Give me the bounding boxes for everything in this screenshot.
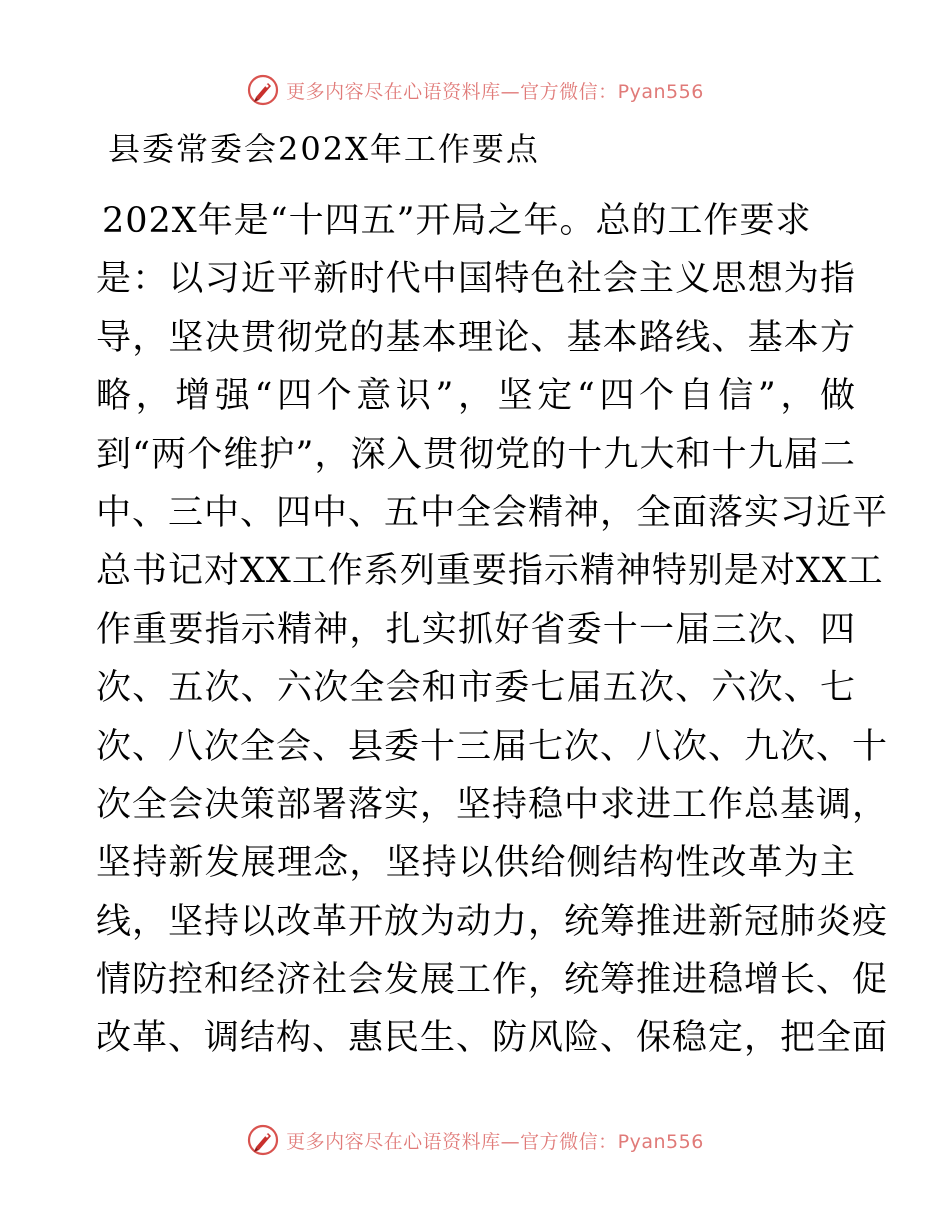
- document-body: [96, 192, 889, 1068]
- watermark-footer: [0, 1120, 950, 1160]
- body-line: 202X年是“十四五”开局之年。总的工作要求: [102, 201, 812, 241]
- body-line: 略，增强“四个意识”，坚定“四个自信”，做: [96, 376, 856, 417]
- body-line: 情防控和经济社会发展工作，统筹推进稳增长、促: [96, 960, 889, 1001]
- body-line: 到“两个维护”，深入贯彻党的十九大和十九届二: [96, 434, 856, 475]
- body-line: 改革、调结构、惠民生、防风险、保稳定，把全面: [96, 1018, 889, 1059]
- watermark-text: 更多内容尽在心语资料库—官方微信：Pyan556: [286, 80, 704, 103]
- body-line: 是：以习近平新时代中国特色社会主义思想为指: [96, 259, 856, 300]
- document-title: 县委常委会202X年工作要点: [108, 130, 540, 168]
- body-line: 次全会决策部署落实，坚持稳中求进工作总基调，: [96, 784, 889, 825]
- body-line: 线，坚持以改革开放为动力，统筹推进新冠肺炎疫: [96, 901, 889, 942]
- body-line: 次、五次、六次全会和市委七届五次、六次、七: [96, 668, 856, 709]
- body-line: 作重要指示精神，扎实抓好省委十一届三次、四: [96, 609, 856, 650]
- body-line: 坚持新发展理念，坚持以供给侧结构性改革为主: [96, 843, 856, 884]
- body-line: 导，坚决贯彻党的基本理论、基本路线、基本方: [96, 317, 856, 358]
- watermark-header: [0, 70, 950, 110]
- body-line: 总书记对XX工作系列重要指示精神特别是对XX工: [96, 551, 884, 592]
- body-line: 次、八次全会、县委十三届七次、八次、九次、十: [96, 726, 889, 767]
- fountain-pen-logo-icon: [246, 73, 280, 107]
- body-line: 中、三中、四中、五中全会精神，全面落实习近平: [96, 492, 889, 533]
- fountain-pen-logo-icon: [246, 1123, 280, 1157]
- watermark-text: 更多内容尽在心语资料库—官方微信：Pyan556: [286, 1130, 704, 1153]
